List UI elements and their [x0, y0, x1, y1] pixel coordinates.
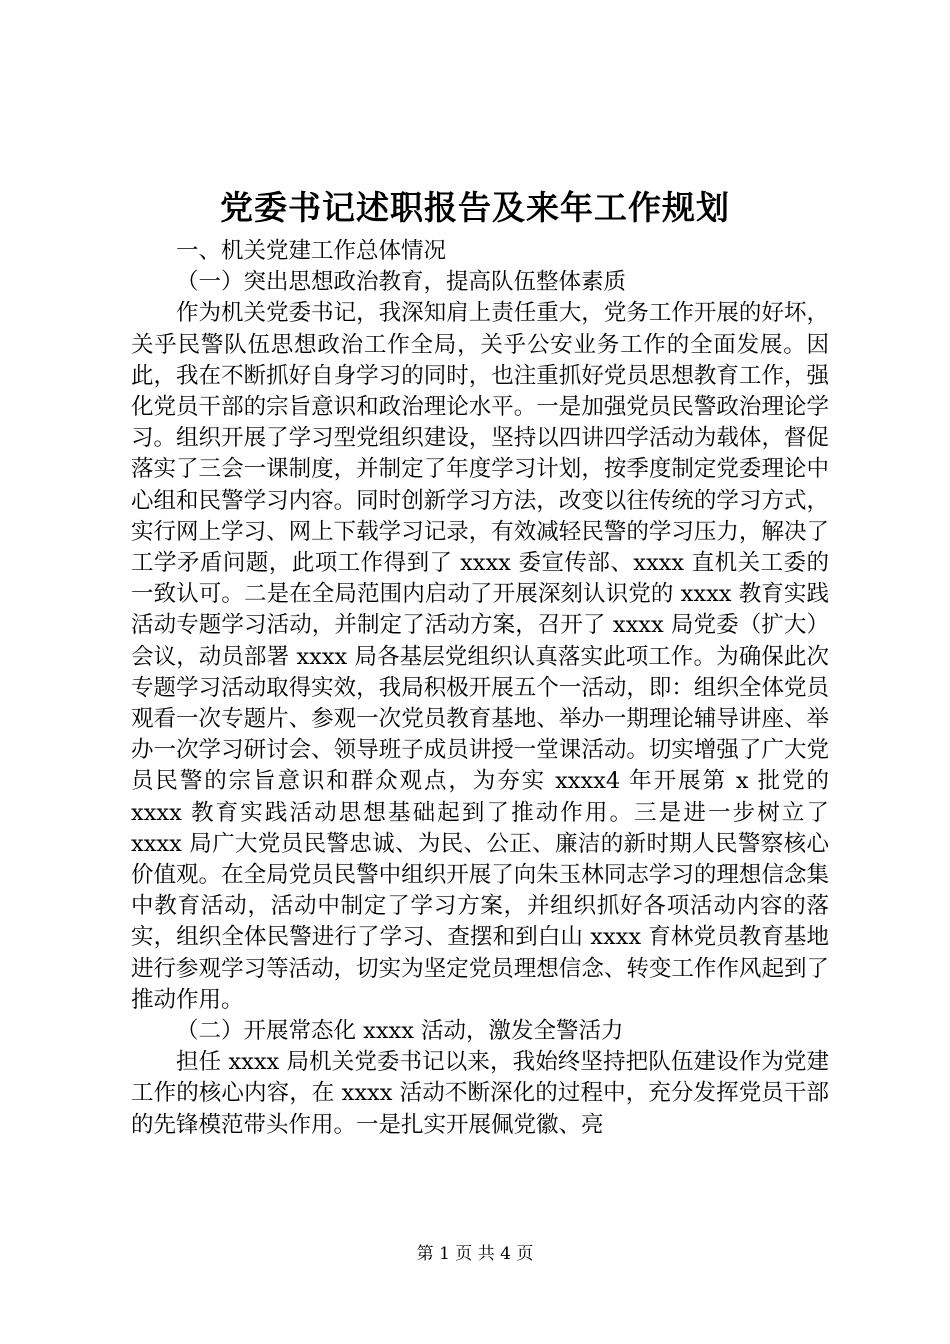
- section-heading: 一、机关党建工作总体情况: [176, 238, 447, 264]
- body-paragraph: 担任 xxxx 局机关党委书记以来，我始终坚持把队伍建设作为党建工作的核心内容，在 xxxx 活动不断深化的过程中，充分发挥党员干部的先锋模范带头作用。一是扎实开展佩党徽、亮: [131, 1049, 829, 1138]
- page-number-footer: 第 1 页 共 4 页: [416, 1244, 534, 1264]
- document-title: 党委书记述职报告及来年工作规划: [220, 188, 730, 227]
- document-body: [131, 236, 829, 1141]
- subsection-heading: （一）突出思想政治教育，提高队伍整体素质: [176, 269, 627, 296]
- body-paragraph: 作为机关党委书记，我深知肩上责任重大，党务工作开展的好坏，关乎民警队伍思想政治工作全局，关乎公安业务工作的全面发展。因此，我在不断抓好自身学习的同时，也注重抓好党员思想教育工作，强化党员干部的宗旨意识和政治理论水平。一是加强党员民警政治理论学习。组织开展了学习型党组织建设，坚持以四讲四学活动为载体，督促落实了三会一课制度，并制定了年度学习计划，按季度制定党委理论中心组和民警学习内容。同时创新学习方法，改变以往传统的学习方式，实行网上学习、网上下载学习记录，有效减轻民警的学习压力，解决了工学矛盾问题，此项工作得到了 xxxx 委宣传部、xxxx 直机关工委的一致认可。二是在全局范围内启动了开展深刻认识党的 xxxx 教育实践活动专题学习活动，并制定了活动方案，召开了 xxxx 局党委（扩大）会议，动员部署 xxxx 局各基层党组织认真落实此项工作。为确保此次专题学习活动取得实效，我局积极开展五个一活动，即：组织全体党员观看一次专题片、参观一次党员教育基地、举办一期理论辅导讲座、举办一次学习研讨会、领导班子成员讲授一堂课活动。切实增强了广大党员民警的宗旨意识和群众观点，为夯实 xxxx4 年开展第 x 批党的 xxxx 教育实践活动思想基础起到了推动作用。三是进一步树立了 xxxx 局广大党员民警忠诚、为民、公正、廉洁的新时期人民警察核心价值观。在全局党员民警中组织开展了向朱玉林同志学习的理想信念集中教育活动，活动中制定了学习方案，并组织抓好各项活动内容的落实，组织全体民警进行了学习、查摆和到白山 xxxx 育林党员教育基地进行参观学习等活动，切实为坚定党员理想信念、转变工作作风起到了推动作用。: [131, 300, 829, 1013]
- subsection-heading: （二）开展常态化 xxxx 活动，激发全警活力: [176, 1018, 624, 1045]
